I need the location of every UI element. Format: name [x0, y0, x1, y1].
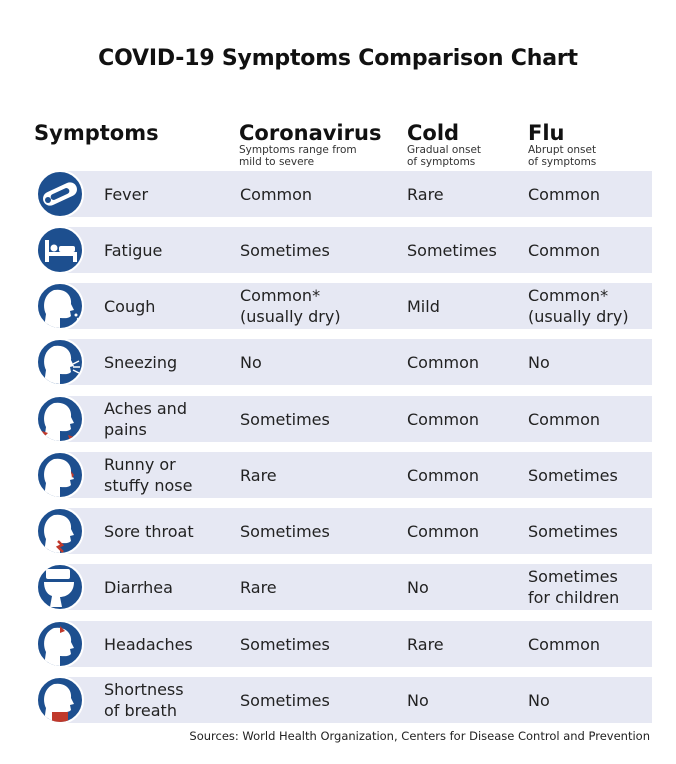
- flu-value: Sometimes: [528, 521, 618, 541]
- header-coronavirus-name: Coronavirus: [239, 121, 382, 145]
- symptom-label: Cough: [104, 296, 156, 316]
- coronavirus-value: Rare: [240, 465, 277, 485]
- coronavirus-value: No: [240, 352, 262, 372]
- header-cold: [407, 121, 481, 168]
- toilet-icon: [36, 563, 84, 611]
- table-row: [36, 283, 652, 329]
- header-flu-name: Flu: [528, 121, 565, 145]
- header-flu: [528, 121, 596, 168]
- cold-value: Mild: [407, 296, 440, 316]
- header-cold-sub: Gradual onset of symptoms: [407, 144, 482, 168]
- cold-value: Common: [407, 465, 480, 485]
- header-symptoms: Symptoms: [34, 121, 159, 145]
- cold-value: Common: [407, 409, 480, 429]
- coronavirus-value: Sometimes: [240, 521, 330, 541]
- symptom-label: Diarrhea: [104, 577, 173, 597]
- cold-value: No: [407, 577, 429, 597]
- table-row: [36, 171, 652, 217]
- runny-nose-icon: [36, 451, 84, 499]
- cold-value: Common: [407, 521, 480, 541]
- cold-value: Rare: [407, 184, 444, 204]
- sore-throat-icon: [36, 507, 84, 555]
- symptom-label: Shortness of breath: [104, 680, 184, 720]
- cold-value: Rare: [407, 634, 444, 654]
- source-note: Sources: World Health Organization, Centers for Disease Control and Prevention: [189, 729, 650, 743]
- flu-value: Sometimes for children: [528, 567, 620, 607]
- headache-icon: [36, 620, 84, 668]
- coronavirus-value: Common* (usually dry): [240, 286, 341, 326]
- table-row: [36, 227, 652, 273]
- coronavirus-value: Sometimes: [240, 240, 330, 260]
- coronavirus-value: Common: [240, 184, 313, 204]
- coronavirus-value: Sometimes: [240, 690, 330, 710]
- table-row: [36, 508, 652, 554]
- table-row: [36, 621, 652, 667]
- table-row: [36, 564, 652, 610]
- cold-value: Common: [407, 352, 480, 372]
- flu-value: Common: [528, 634, 601, 654]
- table-row: [36, 396, 652, 442]
- flu-value: Sometimes: [528, 465, 618, 485]
- symptom-label: Runny or stuffy nose: [104, 455, 193, 495]
- table-row: [36, 339, 652, 385]
- symptom-label: Headaches: [104, 634, 193, 654]
- header-coronavirus-sub: Symptoms range from mild to severe: [239, 144, 357, 168]
- symptom-label: Fatigue: [104, 240, 163, 260]
- cold-value: Sometimes: [407, 240, 497, 260]
- flu-value: Common: [528, 184, 601, 204]
- symptom-label: Aches and pains: [104, 399, 187, 439]
- header-coronavirus: [239, 121, 381, 168]
- flu-value: Common: [528, 409, 601, 429]
- symptom-label: Fever: [104, 184, 149, 204]
- flu-value: Common* (usually dry): [528, 286, 629, 326]
- aches-icon: [36, 395, 84, 443]
- table-row: [36, 452, 652, 498]
- coronavirus-value: Sometimes: [240, 634, 330, 654]
- sneeze-icon: [36, 338, 84, 386]
- page-title: COVID-19 Symptoms Comparison Chart: [98, 46, 578, 71]
- symptom-label: Sore throat: [104, 521, 194, 541]
- flu-value: No: [528, 690, 550, 710]
- coronavirus-value: Sometimes: [240, 409, 330, 429]
- shortness-of-breath-icon: [36, 676, 84, 724]
- header-cold-name: Cold: [407, 121, 460, 145]
- bed-icon: [36, 226, 84, 274]
- thermometer-icon: [36, 170, 84, 218]
- cold-value: No: [407, 690, 429, 710]
- cough-icon: [36, 282, 84, 330]
- flu-value: Common: [528, 240, 601, 260]
- symptom-label: Sneezing: [104, 352, 178, 372]
- flu-value: No: [528, 352, 550, 372]
- coronavirus-value: Rare: [240, 577, 277, 597]
- table-row: [36, 677, 652, 723]
- header-flu-sub: Abrupt onset of symptoms: [528, 144, 597, 168]
